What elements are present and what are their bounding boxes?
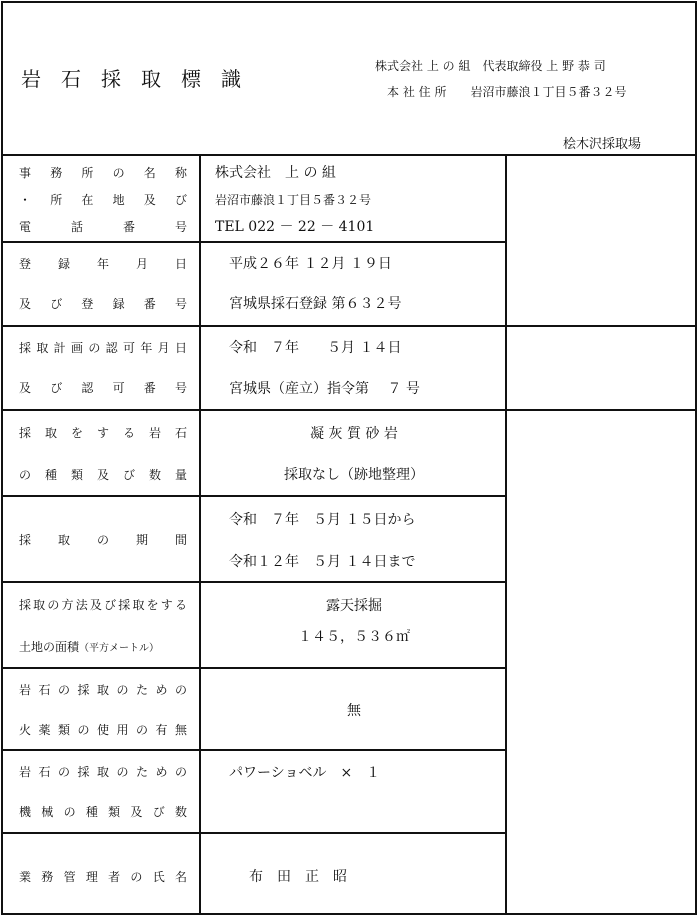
label-machinery-count: 機械の種類及び数 [19,805,187,819]
row-divider [3,667,507,669]
manager-name: 布 田 正 昭 [249,869,347,885]
label-area-unit: （平方メートル） [79,643,160,654]
period-to: 令和１２年 ５月 １４日まで [229,554,416,570]
label-permit-date: 採取計画の認可年月日 [19,341,187,355]
row-divider [3,409,695,411]
rock-type: 凝 灰 質 砂 岩 [310,426,398,442]
label-area-main: 土地の面積 [19,640,80,654]
registration-date: 平成２６年 １２月 １９日 [229,256,392,272]
mining-method: 露天採掘 [326,598,382,614]
permit-number: 宮城県（産立）指令第 ７ 号 [229,381,420,397]
quarry-sign-board [1,1,697,915]
label-explosives-use: 火薬類の使用の有無 [19,723,187,737]
label-office-address: ・所在地及び [19,193,187,207]
label-rock-type: 採取をする岩石 [19,426,187,440]
permit-date: 令和 ７年 ５月 １４日 [229,340,402,356]
mining-area: １４５，５３６㎡ [298,629,410,645]
label-area [19,638,159,655]
label-column-divider [199,154,201,915]
row-divider [3,495,507,497]
office-phone: TEL 022 － 22 － 4101 [215,219,375,235]
row-divider [3,325,695,327]
office-name: 株式会社 上 の 組 [215,165,336,181]
rock-amount: 採取なし（跡地整理） [284,467,424,483]
quarry-site-name: 桧木沢採取場 [563,137,642,152]
label-method: 採取の方法及び採取をする [19,598,187,612]
company-representative: 株式会社 上 の 組 代表取締役 上 野 恭 司 [375,59,606,73]
registration-number: 宮城県採石登録 第６３２号 [229,296,402,312]
header-divider [3,154,695,156]
machinery: パワーショベル × １ [229,765,381,781]
label-registration-number: 及び登録番号 [19,297,187,311]
value-column-divider [505,154,507,915]
row-divider [3,749,507,751]
row-divider [3,581,507,583]
label-period: 採取の期間 [19,533,187,547]
label-manager: 業務管理者の氏名 [19,870,187,884]
label-machinery: 岩石の採取のための [19,765,187,779]
row-divider [3,832,507,834]
label-permit-number: 及び認可番号 [19,381,187,395]
head-office-address: 本 社 住 所 岩沼市藤浪１丁目５番３２号 [387,85,627,99]
label-registration-date: 登録年月日 [19,257,187,271]
office-address: 岩沼市藤浪１丁目５番３２号 [215,193,372,207]
label-explosives: 岩石の採取のための [19,683,187,697]
sign-title: 岩石採取標識 [21,67,261,91]
row-divider [3,241,507,243]
label-office-phone: 電話番号 [19,220,187,234]
label-office-name: 事務所の名称 [19,166,187,180]
label-rock-amount: の種類及び数量 [19,468,187,482]
period-from: 令和 ７年 ５月 １５日から [229,512,416,528]
explosives-use: 無 [347,703,361,719]
